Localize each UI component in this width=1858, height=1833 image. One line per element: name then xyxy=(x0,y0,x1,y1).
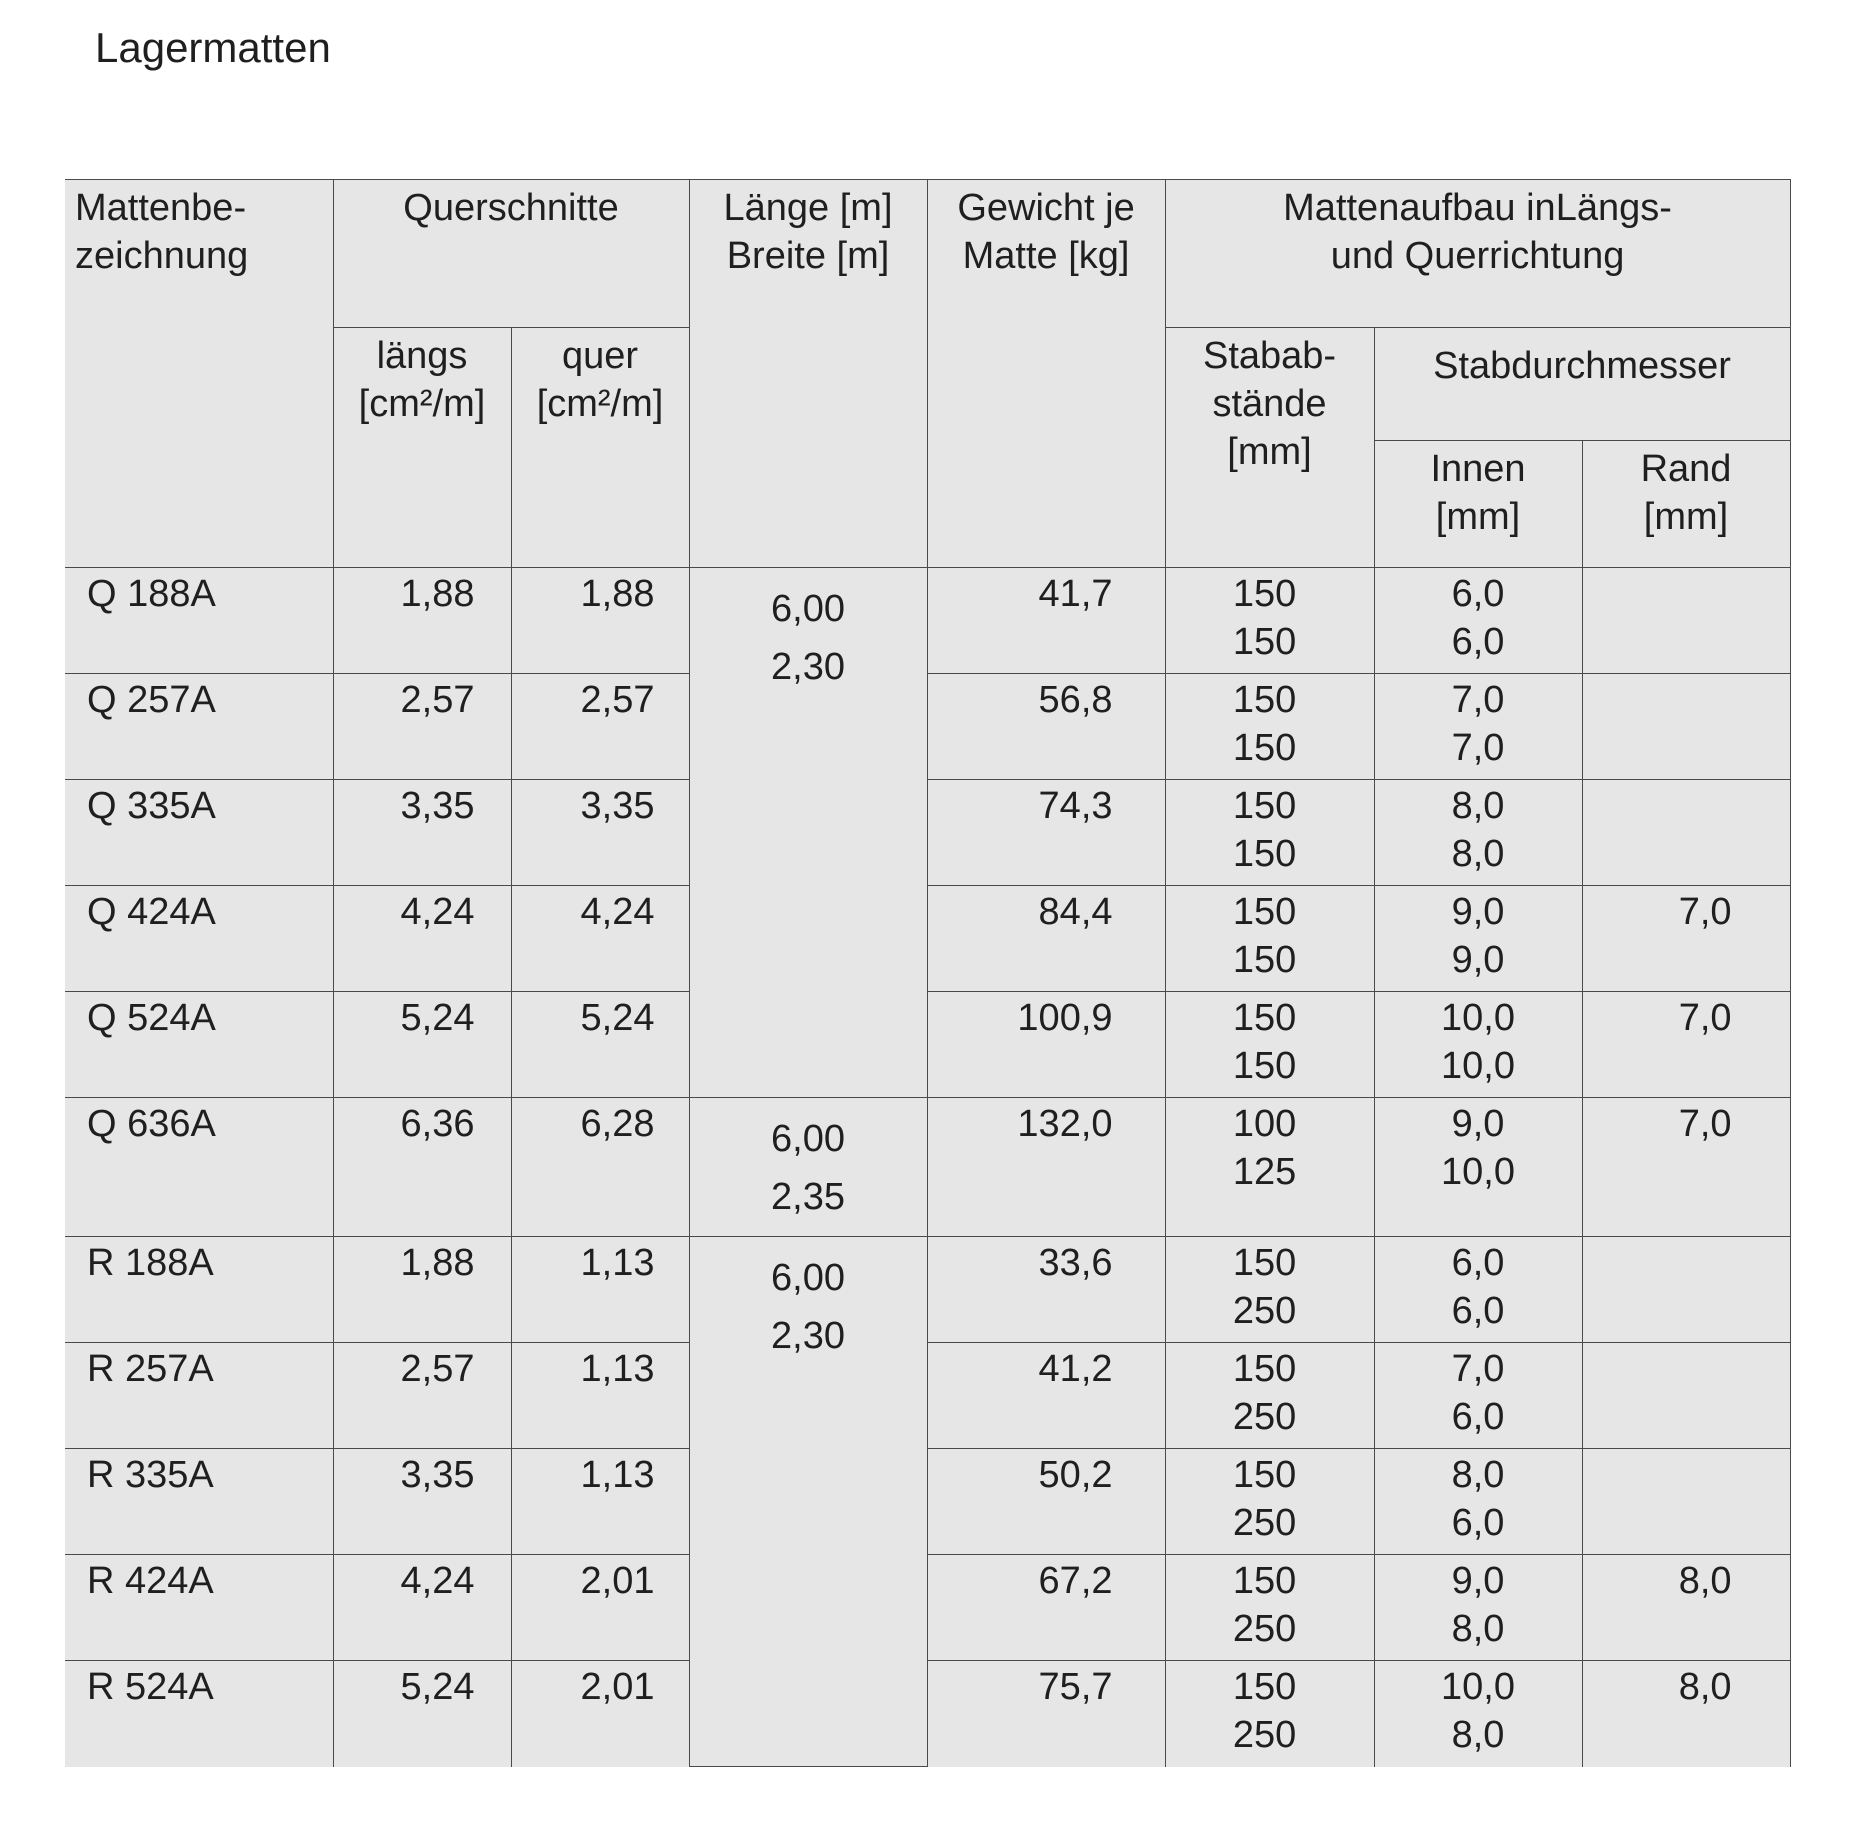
header-rand xyxy=(1582,441,1790,568)
cell-innen xyxy=(1374,674,1582,780)
cell-stab-laengs: 150 xyxy=(1232,891,1297,933)
header-bezeichnung xyxy=(65,180,333,568)
cell-innen-laengs: 6,0 xyxy=(1451,1242,1505,1284)
header-laengs-line2: [cm²/m] xyxy=(358,383,486,425)
cell-name: Q 257A xyxy=(65,674,333,780)
cell-laengs: 1,88 xyxy=(333,568,511,674)
cell-innen-laengs: 9,0 xyxy=(1451,1560,1505,1602)
cell-name: R 524A xyxy=(65,1661,333,1767)
cell-name: R 257A xyxy=(65,1343,333,1449)
cell-stab-quer: 150 xyxy=(1232,833,1297,875)
cell-stab-quer: 150 xyxy=(1232,621,1297,663)
cell-stab-laengs: 150 xyxy=(1232,1348,1297,1390)
cell-stab-quer: 125 xyxy=(1232,1151,1297,1193)
page-title: Lagermatten xyxy=(95,24,331,71)
table-row xyxy=(65,1449,1790,1555)
cell-innen-laengs: 9,0 xyxy=(1451,891,1505,933)
cell-laenge: 6,00 xyxy=(771,588,845,630)
cell-quer: 1,88 xyxy=(511,568,689,674)
cell-stababstaende xyxy=(1165,780,1374,886)
cell-gewicht: 33,6 xyxy=(927,1237,1165,1343)
cell-quer: 2,01 xyxy=(511,1555,689,1661)
header-mattenaufbau xyxy=(1165,180,1790,328)
cell-stab-laengs: 150 xyxy=(1232,785,1297,827)
cell-innen-quer: 8,0 xyxy=(1451,1608,1505,1650)
cell-stab-quer: 150 xyxy=(1232,727,1297,769)
cell-innen-quer: 6,0 xyxy=(1451,1396,1505,1438)
header-mattenaufbau-line2: und Querrichtung xyxy=(1330,235,1625,277)
cell-innen-quer: 9,0 xyxy=(1451,939,1505,981)
cell-gewicht: 56,8 xyxy=(927,674,1165,780)
cell-innen-quer: 6,0 xyxy=(1451,1502,1505,1544)
cell-breite: 2,35 xyxy=(771,1176,845,1218)
header-innen-line2: [mm] xyxy=(1435,496,1521,538)
cell-laenge-breite xyxy=(689,568,927,1098)
cell-stab-laengs: 150 xyxy=(1232,679,1297,721)
cell-rand: 8,0 xyxy=(1582,1555,1790,1661)
cell-quer: 1,13 xyxy=(511,1449,689,1555)
cell-gewicht: 132,0 xyxy=(927,1098,1165,1237)
cell-innen-quer: 10,0 xyxy=(1441,1045,1515,1087)
cell-rand xyxy=(1582,568,1790,674)
cell-innen xyxy=(1374,1343,1582,1449)
cell-innen-laengs: 10,0 xyxy=(1441,997,1515,1039)
header-stababstaende-line3: [mm] xyxy=(1227,431,1312,473)
cell-rand xyxy=(1582,1449,1790,1555)
cell-stab-laengs: 150 xyxy=(1232,1242,1297,1284)
cell-rand: 7,0 xyxy=(1582,1098,1790,1237)
cell-rand xyxy=(1582,780,1790,886)
cell-gewicht: 84,4 xyxy=(927,886,1165,992)
cell-name: R 424A xyxy=(65,1555,333,1661)
header-quer-line1: quer xyxy=(561,335,639,377)
cell-stababstaende xyxy=(1165,1661,1374,1767)
header-mattenaufbau-line1: Mattenaufbau inLängs- xyxy=(1283,187,1672,229)
cell-quer: 1,13 xyxy=(511,1343,689,1449)
cell-rand: 7,0 xyxy=(1582,992,1790,1098)
cell-name: R 188A xyxy=(65,1237,333,1343)
cell-name: Q 636A xyxy=(65,1098,333,1237)
cell-breite: 2,30 xyxy=(771,646,845,688)
cell-rand xyxy=(1582,1343,1790,1449)
cell-stababstaende xyxy=(1165,674,1374,780)
cell-laenge: 6,00 xyxy=(771,1118,845,1160)
header-laengs-line1: längs xyxy=(376,335,468,377)
cell-quer: 6,28 xyxy=(511,1098,689,1237)
header-laenge-label: Länge [m] xyxy=(723,187,893,229)
cell-laenge-breite xyxy=(689,1237,927,1767)
cell-laengs: 5,24 xyxy=(333,1661,511,1767)
header-gewicht xyxy=(927,180,1165,568)
header-quer xyxy=(511,328,689,568)
cell-stababstaende xyxy=(1165,992,1374,1098)
header-laengs xyxy=(333,328,511,568)
cell-stab-laengs: 150 xyxy=(1232,997,1297,1039)
header-rand-line2: [mm] xyxy=(1643,496,1729,538)
cell-laengs: 6,36 xyxy=(333,1098,511,1237)
header-querschnitte xyxy=(333,180,689,328)
cell-innen-laengs: 7,0 xyxy=(1451,679,1505,721)
cell-stababstaende xyxy=(1165,1237,1374,1343)
cell-laengs: 4,24 xyxy=(333,1555,511,1661)
cell-stab-quer: 250 xyxy=(1232,1396,1297,1438)
cell-innen xyxy=(1374,992,1582,1098)
cell-innen xyxy=(1374,568,1582,674)
cell-gewicht: 41,2 xyxy=(927,1343,1165,1449)
table-row xyxy=(65,886,1790,992)
cell-name: Q 335A xyxy=(65,780,333,886)
cell-gewicht: 74,3 xyxy=(927,780,1165,886)
cell-laenge-breite xyxy=(689,1098,927,1237)
table-row xyxy=(65,1343,1790,1449)
header-gewicht-line2: Matte [kg] xyxy=(962,235,1130,277)
header-laenge-breite xyxy=(689,180,927,568)
cell-stababstaende xyxy=(1165,1098,1374,1237)
cell-quer: 3,35 xyxy=(511,780,689,886)
cell-gewicht: 41,7 xyxy=(927,568,1165,674)
cell-gewicht: 100,9 xyxy=(927,992,1165,1098)
header-stababstaende xyxy=(1165,328,1374,568)
header-stababstaende-line1: Stabab- xyxy=(1202,335,1337,377)
cell-laengs: 3,35 xyxy=(333,1449,511,1555)
header-rand-line1: Rand xyxy=(1640,448,1732,490)
cell-innen xyxy=(1374,886,1582,992)
cell-gewicht: 75,7 xyxy=(927,1661,1165,1767)
cell-stababstaende xyxy=(1165,1555,1374,1661)
cell-rand: 8,0 xyxy=(1582,1661,1790,1767)
cell-innen xyxy=(1374,1098,1582,1237)
cell-rand xyxy=(1582,1237,1790,1343)
cell-name: R 335A xyxy=(65,1449,333,1555)
cell-stab-laengs: 150 xyxy=(1232,1666,1297,1708)
table-row xyxy=(65,992,1790,1098)
cell-innen xyxy=(1374,1237,1582,1343)
cell-innen-quer: 8,0 xyxy=(1451,833,1505,875)
cell-stab-quer: 150 xyxy=(1232,939,1297,981)
cell-laengs: 3,35 xyxy=(333,780,511,886)
cell-innen-laengs: 8,0 xyxy=(1451,785,1505,827)
cell-gewicht: 67,2 xyxy=(927,1555,1165,1661)
cell-stababstaende xyxy=(1165,1449,1374,1555)
cell-laengs: 5,24 xyxy=(333,992,511,1098)
header-bezeichnung-line1: Mattenbe- xyxy=(75,187,247,229)
table-row xyxy=(65,1555,1790,1661)
cell-quer: 5,24 xyxy=(511,992,689,1098)
table-row xyxy=(65,780,1790,886)
cell-name: Q 424A xyxy=(65,886,333,992)
table-row xyxy=(65,568,1790,674)
header-stabdurchmesser xyxy=(1374,328,1790,441)
cell-quer: 1,13 xyxy=(511,1237,689,1343)
header-querschnitte-label: Querschnitte xyxy=(403,187,619,229)
cell-stab-quer: 250 xyxy=(1232,1290,1297,1332)
header-stabdurchmesser-label: Stabdurchmesser xyxy=(1433,345,1731,387)
cell-stababstaende xyxy=(1165,1343,1374,1449)
cell-name: Q 524A xyxy=(65,992,333,1098)
cell-stab-laengs: 150 xyxy=(1232,1454,1297,1496)
header-gewicht-line1: Gewicht je xyxy=(957,187,1135,229)
table-row xyxy=(65,1098,1790,1237)
cell-breite: 2,30 xyxy=(771,1315,845,1357)
header-quer-line2: [cm²/m] xyxy=(536,383,664,425)
header-breite-label: Breite [m] xyxy=(726,235,890,277)
header-innen xyxy=(1374,441,1582,568)
cell-rand xyxy=(1582,674,1790,780)
cell-laengs: 2,57 xyxy=(333,674,511,780)
table-row xyxy=(65,1661,1790,1767)
header-innen-line1: Innen xyxy=(1430,448,1526,490)
cell-laengs: 1,88 xyxy=(333,1237,511,1343)
table-row xyxy=(65,674,1790,780)
cell-innen-laengs: 7,0 xyxy=(1451,1348,1505,1390)
cell-name: Q 188A xyxy=(65,568,333,674)
cell-innen-laengs: 10,0 xyxy=(1441,1666,1515,1708)
cell-stababstaende xyxy=(1165,568,1374,674)
header-stababstaende-line2: stände xyxy=(1212,383,1327,425)
cell-laengs: 4,24 xyxy=(333,886,511,992)
cell-innen xyxy=(1374,1449,1582,1555)
cell-innen-quer: 6,0 xyxy=(1451,1290,1505,1332)
cell-quer: 4,24 xyxy=(511,886,689,992)
cell-innen xyxy=(1374,1661,1582,1767)
cell-innen-laengs: 9,0 xyxy=(1451,1103,1505,1145)
cell-quer: 2,57 xyxy=(511,674,689,780)
cell-rand: 7,0 xyxy=(1582,886,1790,992)
cell-stab-quer: 150 xyxy=(1232,1045,1297,1087)
cell-innen xyxy=(1374,1555,1582,1661)
cell-gewicht: 50,2 xyxy=(927,1449,1165,1555)
cell-innen-quer: 8,0 xyxy=(1451,1714,1505,1756)
cell-stababstaende xyxy=(1165,886,1374,992)
cell-stab-quer: 250 xyxy=(1232,1608,1297,1650)
cell-innen-quer: 10,0 xyxy=(1441,1151,1515,1193)
cell-laenge: 6,00 xyxy=(771,1257,845,1299)
cell-laengs: 2,57 xyxy=(333,1343,511,1449)
cell-stab-quer: 250 xyxy=(1232,1502,1297,1544)
cell-stab-quer: 250 xyxy=(1232,1714,1297,1756)
cell-innen xyxy=(1374,780,1582,886)
cell-innen-quer: 7,0 xyxy=(1451,727,1505,769)
cell-quer: 2,01 xyxy=(511,1661,689,1767)
cell-stab-laengs: 100 xyxy=(1232,1103,1297,1145)
table-row xyxy=(65,1237,1790,1343)
cell-stab-laengs: 150 xyxy=(1232,573,1297,615)
cell-stab-laengs: 150 xyxy=(1232,1560,1297,1602)
header-bezeichnung-line2: zeichnung xyxy=(75,235,249,277)
lagermatten-table xyxy=(65,179,1791,1767)
cell-innen-quer: 6,0 xyxy=(1451,621,1505,663)
cell-innen-laengs: 8,0 xyxy=(1451,1454,1505,1496)
cell-innen-laengs: 6,0 xyxy=(1451,573,1505,615)
